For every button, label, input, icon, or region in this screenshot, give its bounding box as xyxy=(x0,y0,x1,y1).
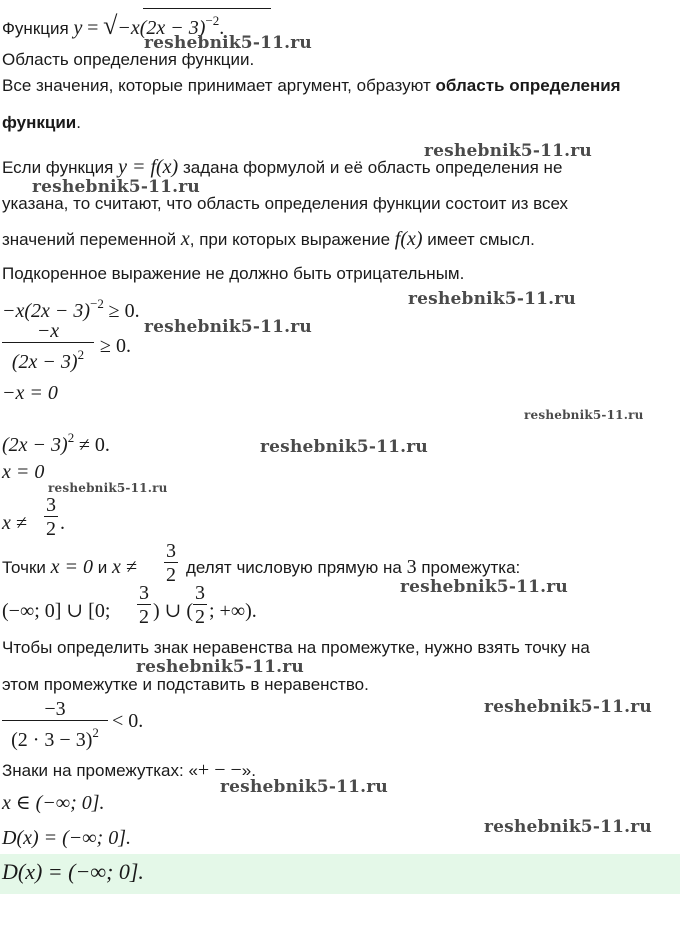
watermark: reshebnik5-11.ru xyxy=(400,577,568,597)
points-line xyxy=(2,556,137,579)
check-numerator: −3 xyxy=(44,698,66,720)
watermark: reshebnik5-11.ru xyxy=(220,777,388,797)
ineq2-den-exp: 2 xyxy=(77,347,85,362)
rule-line-2: указана, то считают, что область определения функции состоит из всех xyxy=(2,194,569,213)
method-line-1: Чтобы определить знак неравенства на промежутке, нужно взять точку на xyxy=(2,638,590,657)
interval-fraction-1 xyxy=(137,582,151,629)
radicand-exponent: −2 xyxy=(205,13,220,28)
rule3-fx: f(x) xyxy=(394,228,423,250)
signs-text: Знаки на промежутках: « xyxy=(2,761,198,780)
frac-num: 3 xyxy=(195,582,205,604)
watermark: reshebnik5-11.ru xyxy=(408,289,576,309)
domain-result: D(x) = (−∞; 0]. xyxy=(2,827,131,849)
points-and: и xyxy=(97,558,108,577)
inequality-2-fraction xyxy=(2,320,94,374)
watermark: reshebnik5-11.ru xyxy=(144,317,312,337)
definition-text: Все значения, которые принимает аргумент, образуют xyxy=(2,76,431,95)
rule3-post: имеет смысл. xyxy=(427,230,535,249)
check-rest: < 0. xyxy=(112,710,144,732)
equals-sign: = xyxy=(87,17,99,39)
points-fraction xyxy=(164,540,178,587)
ineq4-exp: 2 xyxy=(67,430,75,445)
rule3-pre: значений переменной xyxy=(2,230,177,249)
rule-post: задана формулой и её область определения не xyxy=(182,158,563,177)
radicand: −x(2x − 3) xyxy=(117,17,206,39)
watermark: reshebnik5-11.ru xyxy=(136,657,304,677)
ineq4-rest: ≠ 0. xyxy=(78,434,110,456)
rule3-x: x xyxy=(180,228,190,250)
radicand-condition: Подкоренное выражение не должно быть отрицательным. xyxy=(2,264,465,283)
frac-num: 3 xyxy=(166,540,176,562)
frac-num: 3 xyxy=(46,494,56,516)
sqrt-sign: √ xyxy=(103,11,118,40)
inequality-1 xyxy=(2,293,140,323)
inequality-2-rest: ≥ 0. xyxy=(100,335,131,357)
x-not-equal: x ≠ xyxy=(2,512,27,534)
check-den-exp: 2 xyxy=(92,725,99,740)
frac-num: 3 xyxy=(139,582,149,604)
domain-heading: Область определения функции. xyxy=(2,50,255,69)
intervals-a: (−∞; 0] ∪ [0; xyxy=(2,600,111,622)
watermark: reshebnik5-11.ru xyxy=(484,817,652,837)
watermark: reshebnik5-11.ru xyxy=(32,177,200,197)
solution-x: x ∈ (−∞; 0]. xyxy=(2,792,105,814)
points-pre: Точки xyxy=(2,558,46,577)
definition-line-2 xyxy=(2,112,81,134)
frac-den: 2 xyxy=(139,606,149,628)
signs-close: ». xyxy=(241,761,256,780)
check-fraction xyxy=(2,698,108,752)
definition-term-end: функции xyxy=(2,113,77,132)
ineq1-exp: −2 xyxy=(90,296,104,311)
point-2: x ≠ xyxy=(112,556,137,578)
points-line-tail xyxy=(186,556,520,579)
definition-dot: . xyxy=(76,113,81,132)
x-not-equal-dot: . xyxy=(60,512,65,534)
interval-fraction-2 xyxy=(193,582,207,629)
points-post: делят числовую прямую на xyxy=(186,558,402,577)
x-not-equal-fraction xyxy=(44,494,58,541)
rule-line-3 xyxy=(2,228,535,251)
inequality-4 xyxy=(2,427,110,457)
watermark: reshebnik5-11.ru xyxy=(48,481,168,495)
ineq4-expr: (2x − 3) xyxy=(2,434,68,456)
answer-text: D(x) = (−∞; 0]. xyxy=(2,859,144,884)
rule3-mid: , при которых выражение xyxy=(189,230,391,249)
check-denominator: (2 · 3 − 3) xyxy=(11,729,93,751)
ineq2-numerator: −x xyxy=(36,320,60,342)
watermark: reshebnik5-11.ru xyxy=(424,141,592,161)
watermark: reshebnik5-11.ru xyxy=(484,697,652,717)
points-post2: промежутка: xyxy=(421,558,521,577)
equation-x-zero: x = 0 xyxy=(2,461,45,483)
interval-count: 3 xyxy=(406,556,417,578)
equation-neg-x: −x = 0 xyxy=(2,382,58,404)
ineq2-denominator: (2x − 3) xyxy=(11,351,78,373)
signs-values: + − − xyxy=(197,759,242,781)
definition-line xyxy=(2,75,621,97)
intervals-c: ; +∞). xyxy=(209,600,257,622)
frac-den: 2 xyxy=(46,518,56,540)
rule-formula: y = f(x) xyxy=(118,156,179,178)
var-y: y xyxy=(73,17,83,39)
watermark: reshebnik5-11.ru xyxy=(260,437,428,457)
watermark: reshebnik5-11.ru xyxy=(144,33,312,53)
statement-dot: . xyxy=(219,17,225,39)
ineq1-expr: −x(2x − 3) xyxy=(2,300,91,322)
signs-line xyxy=(2,759,256,782)
ineq1-rest: ≥ 0. xyxy=(108,300,140,322)
rule-pre: Если функция xyxy=(2,158,114,177)
point-1: x = 0 xyxy=(50,556,94,578)
frac-den: 2 xyxy=(195,606,205,628)
definition-term: область определения xyxy=(435,76,621,95)
frac-den: 2 xyxy=(166,564,176,586)
intervals-b: ) ∪ ( xyxy=(153,600,194,622)
watermark: reshebnik5-11.ru xyxy=(524,408,644,422)
answer-box xyxy=(0,854,680,894)
sqrt-overline xyxy=(143,8,271,9)
function-label: Функция xyxy=(2,19,69,38)
method-line-2: этом промежутке и подставить в неравенство. xyxy=(2,675,369,694)
